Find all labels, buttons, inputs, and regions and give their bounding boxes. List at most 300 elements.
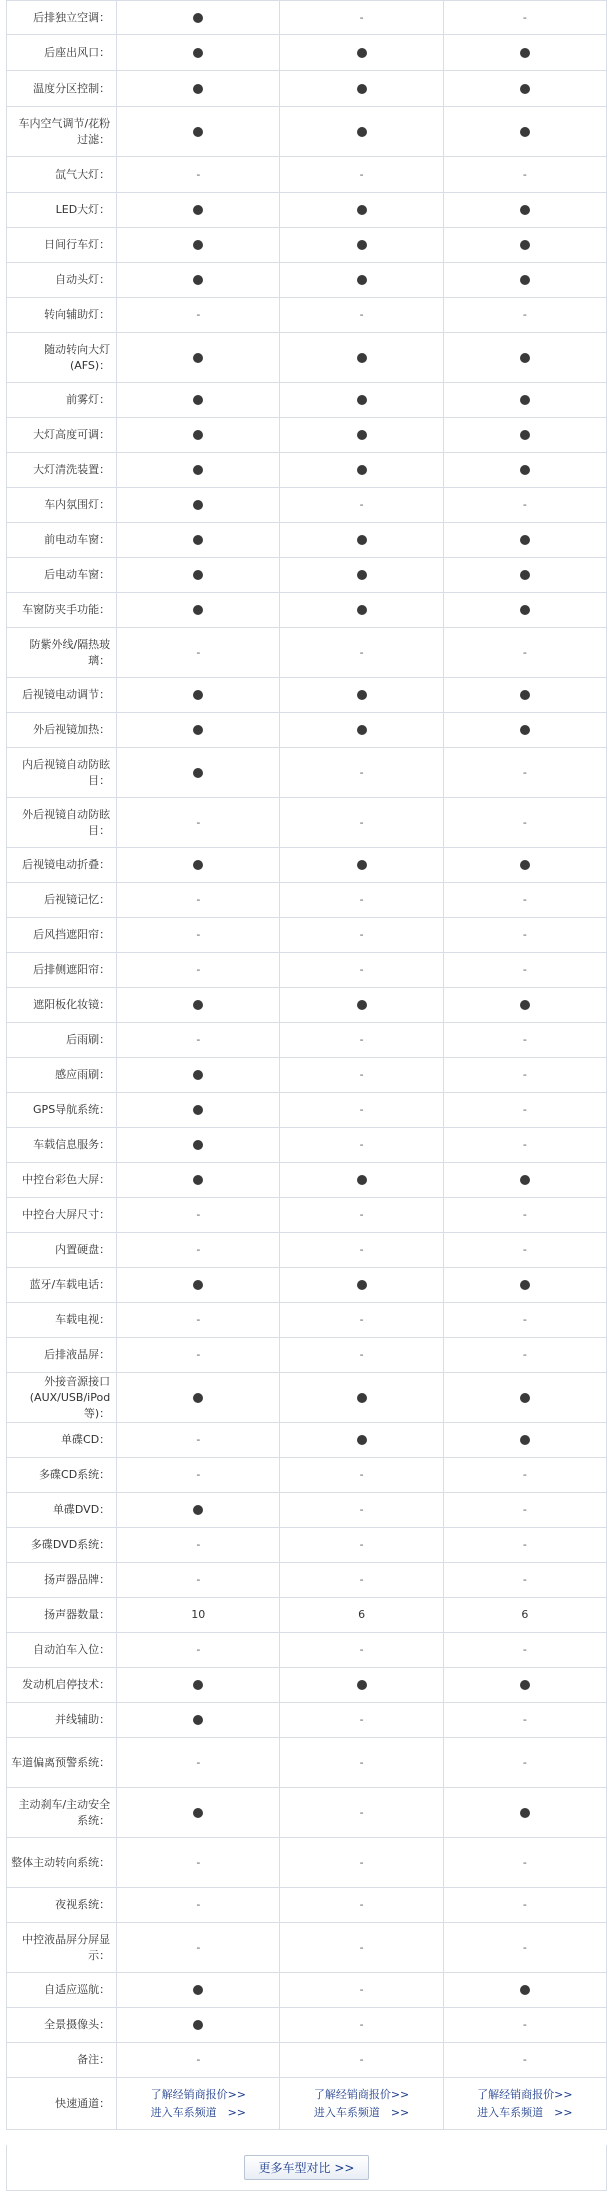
spec-value-cell xyxy=(117,1373,280,1423)
standard-dot-icon xyxy=(193,48,203,58)
spec-row xyxy=(7,193,607,228)
spec-value-cell xyxy=(280,333,443,383)
standard-dot-icon xyxy=(193,240,203,250)
standard-dot-icon xyxy=(193,205,203,215)
not-available-dash: - xyxy=(522,1940,527,1954)
spec-number: 6 xyxy=(358,1608,366,1621)
not-available-dash: - xyxy=(359,1103,364,1116)
standard-dot-icon xyxy=(520,353,530,363)
spec-label: 自动头灯： xyxy=(7,263,117,298)
not-available-dash: - xyxy=(196,893,201,906)
spec-label: 车载电视： xyxy=(7,1303,117,1338)
not-available-dash: - xyxy=(359,1805,364,1819)
spec-value-cell xyxy=(280,798,443,848)
quick-channel-label: 快速通道： xyxy=(7,2078,117,2130)
spec-value-cell xyxy=(117,418,280,453)
standard-dot-icon xyxy=(520,570,530,580)
not-available-dash: - xyxy=(359,928,364,941)
spec-label: 随动转向大灯(AFS)： xyxy=(7,333,117,383)
standard-dot-icon xyxy=(357,690,367,700)
not-available-dash: - xyxy=(359,1755,364,1769)
not-available-dash: - xyxy=(359,167,364,181)
spec-label: 后视镜记忆： xyxy=(7,883,117,918)
spec-value-cell xyxy=(117,1633,280,1668)
spec-value-cell xyxy=(117,1058,280,1093)
not-available-dash: - xyxy=(196,1538,201,1551)
spec-value-cell xyxy=(117,1973,280,2008)
spec-value-cell xyxy=(117,383,280,418)
spec-row xyxy=(7,35,607,71)
standard-dot-icon xyxy=(520,725,530,735)
spec-value-cell xyxy=(280,1668,443,1703)
quick-channel-cell xyxy=(280,2078,443,2130)
not-available-dash: - xyxy=(359,1898,364,1911)
spec-value-cell xyxy=(117,1233,280,1268)
spec-row xyxy=(7,1668,607,1703)
not-available-dash: - xyxy=(196,1313,201,1326)
standard-dot-icon xyxy=(357,1680,367,1690)
spec-row xyxy=(7,157,607,193)
spec-row xyxy=(7,298,607,333)
spec-row xyxy=(7,2043,607,2078)
standard-dot-icon xyxy=(357,1000,367,1010)
spec-value-cell xyxy=(443,1,606,35)
spec-value-cell xyxy=(280,1373,443,1423)
spec-label: 后电动车窗： xyxy=(7,558,117,593)
spec-row xyxy=(7,383,607,418)
standard-dot-icon xyxy=(357,430,367,440)
standard-dot-icon xyxy=(357,275,367,285)
spec-value-cell xyxy=(443,988,606,1023)
spec-value-cell xyxy=(280,678,443,713)
spec-value-cell xyxy=(443,1233,606,1268)
spec-value-cell xyxy=(280,1838,443,1888)
not-available-dash: - xyxy=(522,2053,527,2066)
spec-value-cell xyxy=(117,1303,280,1338)
quick-channel-cell xyxy=(443,2078,606,2130)
not-available-dash: - xyxy=(359,1713,364,1726)
spec-label: 大灯清洗装置： xyxy=(7,453,117,488)
standard-dot-icon xyxy=(193,860,203,870)
not-available-dash: - xyxy=(359,645,364,659)
spec-row xyxy=(7,1268,607,1303)
not-available-dash: - xyxy=(522,10,527,24)
dealer-price-link[interactable]: 了解经销商报价>> xyxy=(313,2087,410,2101)
standard-dot-icon xyxy=(193,605,203,615)
series-channel-link[interactable]: 进入车系频道 >> xyxy=(150,2105,247,2119)
spec-value-cell xyxy=(117,798,280,848)
standard-dot-icon xyxy=(520,127,530,137)
spec-label: 发动机启停技术： xyxy=(7,1668,117,1703)
spec-value-cell xyxy=(117,1493,280,1528)
spec-value-cell xyxy=(443,748,606,798)
standard-dot-icon xyxy=(193,395,203,405)
spec-value-cell xyxy=(443,848,606,883)
not-available-dash: - xyxy=(359,815,364,829)
spec-value-cell xyxy=(280,593,443,628)
spec-row xyxy=(7,333,607,383)
not-available-dash: - xyxy=(359,765,364,779)
spec-label: 后排侧遮阳帘： xyxy=(7,953,117,988)
not-available-dash: - xyxy=(196,928,201,941)
spec-label: 内置硬盘： xyxy=(7,1233,117,1268)
spec-row xyxy=(7,678,607,713)
spec-row xyxy=(7,713,607,748)
spec-row xyxy=(7,1198,607,1233)
spec-value-cell xyxy=(443,71,606,107)
spec-label: 单碟CD： xyxy=(7,1423,117,1458)
spec-value-cell xyxy=(280,1093,443,1128)
standard-dot-icon xyxy=(193,127,203,137)
standard-dot-icon xyxy=(520,275,530,285)
standard-dot-icon xyxy=(193,1808,203,1818)
spec-label: 内后视镜自动防眩目： xyxy=(7,748,117,798)
spec-value-cell xyxy=(280,1128,443,1163)
spec-row xyxy=(7,228,607,263)
spec-value-cell xyxy=(280,107,443,157)
spec-label: 并线辅助： xyxy=(7,1703,117,1738)
not-available-dash: - xyxy=(196,167,201,181)
not-available-dash: - xyxy=(359,1033,364,1046)
spec-label: 备注： xyxy=(7,2043,117,2078)
spec-label: 中控液晶屏分屏显示： xyxy=(7,1923,117,1973)
not-available-dash: - xyxy=(196,1433,201,1446)
not-available-dash: - xyxy=(196,1755,201,1769)
spec-label: 车内空气调节/花粉过滤： xyxy=(7,107,117,157)
spec-label: 前雾灯： xyxy=(7,383,117,418)
spec-value-cell xyxy=(280,71,443,107)
spec-value-cell xyxy=(280,1058,443,1093)
spec-value-cell xyxy=(443,228,606,263)
spec-value-cell xyxy=(280,1788,443,1838)
spec-label: 外接音源接口(AUX/USB/iPod等)： xyxy=(7,1373,117,1423)
quick-channel-row xyxy=(7,2078,607,2130)
not-available-dash: - xyxy=(359,1138,364,1151)
spec-value-cell xyxy=(280,1888,443,1923)
standard-dot-icon xyxy=(357,605,367,615)
spec-value-cell xyxy=(280,2008,443,2043)
spec-value-cell xyxy=(443,35,606,71)
spec-value-cell xyxy=(443,678,606,713)
spec-value-cell xyxy=(280,453,443,488)
spec-value-cell xyxy=(117,1458,280,1493)
spec-value-cell xyxy=(117,1,280,35)
not-available-dash: - xyxy=(359,963,364,976)
spec-label: 自适应巡航： xyxy=(7,1973,117,2008)
footer-bar xyxy=(6,2145,607,2191)
spec-label: 后排独立空调： xyxy=(7,1,117,35)
spec-row xyxy=(7,798,607,848)
not-available-dash: - xyxy=(522,1208,527,1221)
spec-row xyxy=(7,1738,607,1788)
standard-dot-icon xyxy=(193,13,203,23)
not-available-dash: - xyxy=(522,1138,527,1151)
spec-value-cell xyxy=(117,157,280,193)
standard-dot-icon xyxy=(520,1175,530,1185)
not-available-dash: - xyxy=(359,1313,364,1326)
spec-value-cell xyxy=(280,558,443,593)
spec-value-cell xyxy=(443,1458,606,1493)
spec-row xyxy=(7,1528,607,1563)
spec-label: 主动刹车/主动安全系统： xyxy=(7,1788,117,1838)
standard-dot-icon xyxy=(193,725,203,735)
not-available-dash: - xyxy=(522,893,527,906)
spec-row xyxy=(7,1923,607,1973)
series-channel-link[interactable]: 进入车系频道 >> xyxy=(477,2105,573,2119)
spec-value-cell xyxy=(280,523,443,558)
spec-value-cell xyxy=(117,713,280,748)
spec-value-cell xyxy=(117,1528,280,1563)
spec-label: 转向辅助灯： xyxy=(7,298,117,333)
standard-dot-icon xyxy=(520,1985,530,1995)
standard-dot-icon xyxy=(193,2020,203,2030)
spec-row xyxy=(7,1303,607,1338)
spec-value-cell xyxy=(443,1528,606,1563)
spec-value-cell xyxy=(280,1493,443,1528)
spec-row xyxy=(7,71,607,107)
not-available-dash: - xyxy=(196,1898,201,1911)
spec-value-cell xyxy=(443,1598,606,1633)
spec-row xyxy=(7,1633,607,1668)
standard-dot-icon xyxy=(520,465,530,475)
standard-dot-icon xyxy=(357,240,367,250)
standard-dot-icon xyxy=(357,1435,367,1445)
spec-label: 车窗防夹手功能： xyxy=(7,593,117,628)
spec-value-cell xyxy=(117,558,280,593)
spec-row xyxy=(7,1888,607,1923)
standard-dot-icon xyxy=(193,1140,203,1150)
standard-dot-icon xyxy=(520,605,530,615)
spec-value-cell xyxy=(280,713,443,748)
not-available-dash: - xyxy=(196,963,201,976)
spec-value-cell xyxy=(443,1128,606,1163)
spec-label: 全景摄像头： xyxy=(7,2008,117,2043)
spec-value-cell xyxy=(443,157,606,193)
spec-value-cell xyxy=(117,333,280,383)
spec-value-cell xyxy=(117,1338,280,1373)
spec-value-cell xyxy=(117,523,280,558)
spec-label: 夜视系统： xyxy=(7,1888,117,1923)
not-available-dash: - xyxy=(522,1033,527,1046)
spec-value-cell xyxy=(117,628,280,678)
series-channel-link[interactable]: 进入车系频道 >> xyxy=(313,2105,410,2119)
not-available-dash: - xyxy=(359,1068,364,1081)
not-available-dash: - xyxy=(196,1348,201,1361)
spec-value-cell xyxy=(280,228,443,263)
spec-value-cell xyxy=(117,988,280,1023)
not-available-dash: - xyxy=(196,1243,201,1256)
spec-value-cell xyxy=(443,798,606,848)
standard-dot-icon xyxy=(357,84,367,94)
spec-value-cell xyxy=(117,748,280,798)
spec-row xyxy=(7,523,607,558)
not-available-dash: - xyxy=(522,815,527,829)
spec-value-cell xyxy=(117,488,280,523)
standard-dot-icon xyxy=(520,860,530,870)
not-available-dash: - xyxy=(522,1348,527,1361)
spec-value-cell xyxy=(443,1973,606,2008)
not-available-dash: - xyxy=(522,1538,527,1551)
spec-value-cell xyxy=(117,1668,280,1703)
spec-value-cell xyxy=(443,883,606,918)
not-available-dash: - xyxy=(359,308,364,321)
not-available-dash: - xyxy=(522,1755,527,1769)
spec-row xyxy=(7,883,607,918)
spec-value-cell xyxy=(117,1838,280,1888)
spec-row xyxy=(7,918,607,953)
spec-value-cell xyxy=(280,748,443,798)
spec-row xyxy=(7,593,607,628)
spec-row xyxy=(7,1703,607,1738)
standard-dot-icon xyxy=(357,1175,367,1185)
spec-value-cell xyxy=(443,418,606,453)
not-available-dash: - xyxy=(359,1573,364,1586)
spec-value-cell xyxy=(443,1838,606,1888)
not-available-dash: - xyxy=(522,1243,527,1256)
spec-row xyxy=(7,628,607,678)
spec-value-cell xyxy=(443,453,606,488)
spec-value-cell xyxy=(117,71,280,107)
standard-dot-icon xyxy=(193,1105,203,1115)
spec-row xyxy=(7,1,607,35)
dealer-price-link[interactable]: 了解经销商报价>> xyxy=(150,2087,247,2101)
spec-value-cell xyxy=(443,1373,606,1423)
spec-value-cell xyxy=(280,298,443,333)
spec-value-cell xyxy=(443,193,606,228)
spec-value-cell xyxy=(280,383,443,418)
spec-row xyxy=(7,1023,607,1058)
spec-row xyxy=(7,558,607,593)
spec-row xyxy=(7,2008,607,2043)
not-available-dash: - xyxy=(196,1573,201,1586)
spec-value-cell xyxy=(117,678,280,713)
spec-value-cell xyxy=(117,107,280,157)
not-available-dash: - xyxy=(196,645,201,659)
not-available-dash: - xyxy=(522,1898,527,1911)
spec-row xyxy=(7,1373,607,1423)
not-available-dash: - xyxy=(196,1033,201,1046)
standard-dot-icon xyxy=(193,690,203,700)
standard-dot-icon xyxy=(520,240,530,250)
spec-value-cell xyxy=(443,1493,606,1528)
standard-dot-icon xyxy=(520,690,530,700)
standard-dot-icon xyxy=(193,535,203,545)
standard-dot-icon xyxy=(193,570,203,580)
standard-dot-icon xyxy=(193,1000,203,1010)
spec-label: 扬声器品牌： xyxy=(7,1563,117,1598)
spec-value-cell xyxy=(280,848,443,883)
standard-dot-icon xyxy=(357,395,367,405)
spec-row xyxy=(7,953,607,988)
standard-dot-icon xyxy=(193,1070,203,1080)
standard-dot-icon xyxy=(520,1280,530,1290)
spec-value-cell xyxy=(280,263,443,298)
not-available-dash: - xyxy=(196,1940,201,1954)
spec-row xyxy=(7,1058,607,1093)
not-available-dash: - xyxy=(522,765,527,779)
spec-value-cell xyxy=(280,1268,443,1303)
spec-value-cell xyxy=(443,1023,606,1058)
not-available-dash: - xyxy=(359,893,364,906)
spec-value-cell xyxy=(443,298,606,333)
standard-dot-icon xyxy=(520,535,530,545)
spec-value-cell xyxy=(117,883,280,918)
spec-row xyxy=(7,1163,607,1198)
not-available-dash: - xyxy=(196,1643,201,1656)
spec-row xyxy=(7,263,607,298)
spec-label: 自动泊车入位： xyxy=(7,1633,117,1668)
not-available-dash: - xyxy=(522,1468,527,1481)
spec-value-cell xyxy=(443,1058,606,1093)
spec-label: 车内氛围灯： xyxy=(7,488,117,523)
spec-value-cell xyxy=(117,1128,280,1163)
standard-dot-icon xyxy=(357,725,367,735)
spec-value-cell xyxy=(443,1923,606,1973)
spec-label: 后排液晶屏： xyxy=(7,1338,117,1373)
spec-value-cell xyxy=(117,2043,280,2078)
spec-value-cell xyxy=(117,953,280,988)
spec-value-cell xyxy=(443,918,606,953)
spec-value-cell xyxy=(280,1338,443,1373)
standard-dot-icon xyxy=(520,84,530,94)
spec-label: 单碟DVD： xyxy=(7,1493,117,1528)
not-available-dash: - xyxy=(359,2053,364,2066)
spec-value-cell xyxy=(117,918,280,953)
spec-value-cell xyxy=(443,1668,606,1703)
spec-table xyxy=(6,0,607,2130)
spec-value-cell xyxy=(443,593,606,628)
spec-value-cell xyxy=(280,193,443,228)
not-available-dash: - xyxy=(522,167,527,181)
spec-value-cell xyxy=(280,1973,443,2008)
spec-value-cell xyxy=(280,1598,443,1633)
standard-dot-icon xyxy=(193,353,203,363)
spec-value-cell xyxy=(117,1598,280,1633)
spec-value-cell xyxy=(280,1923,443,1973)
spec-value-cell xyxy=(443,558,606,593)
not-available-dash: - xyxy=(522,1713,527,1726)
spec-label: LED大灯： xyxy=(7,193,117,228)
spec-value-cell xyxy=(117,298,280,333)
not-available-dash: - xyxy=(196,815,201,829)
spec-label: 氙气大灯： xyxy=(7,157,117,193)
spec-label: 后视镜电动折叠： xyxy=(7,848,117,883)
spec-label: 蓝牙/车载电话： xyxy=(7,1268,117,1303)
spec-value-cell xyxy=(117,35,280,71)
spec-value-cell xyxy=(443,1888,606,1923)
spec-label: 整体主动转向系统： xyxy=(7,1838,117,1888)
standard-dot-icon xyxy=(357,205,367,215)
spec-value-cell xyxy=(443,1303,606,1338)
not-available-dash: - xyxy=(359,1643,364,1656)
dealer-price-link[interactable]: 了解经销商报价>> xyxy=(477,2087,573,2101)
standard-dot-icon xyxy=(357,465,367,475)
spec-value-cell xyxy=(280,1163,443,1198)
spec-value-cell xyxy=(280,157,443,193)
spec-value-cell xyxy=(117,453,280,488)
spec-value-cell xyxy=(117,1738,280,1788)
not-available-dash: - xyxy=(522,1103,527,1116)
standard-dot-icon xyxy=(193,1505,203,1515)
not-available-dash: - xyxy=(359,10,364,24)
more-compare-button[interactable]: 更多车型对比 >> xyxy=(244,2155,370,2180)
spec-row xyxy=(7,1563,607,1598)
standard-dot-icon xyxy=(520,48,530,58)
spec-value-cell xyxy=(280,1303,443,1338)
spec-value-cell xyxy=(117,1268,280,1303)
standard-dot-icon xyxy=(520,1000,530,1010)
spec-row xyxy=(7,107,607,157)
